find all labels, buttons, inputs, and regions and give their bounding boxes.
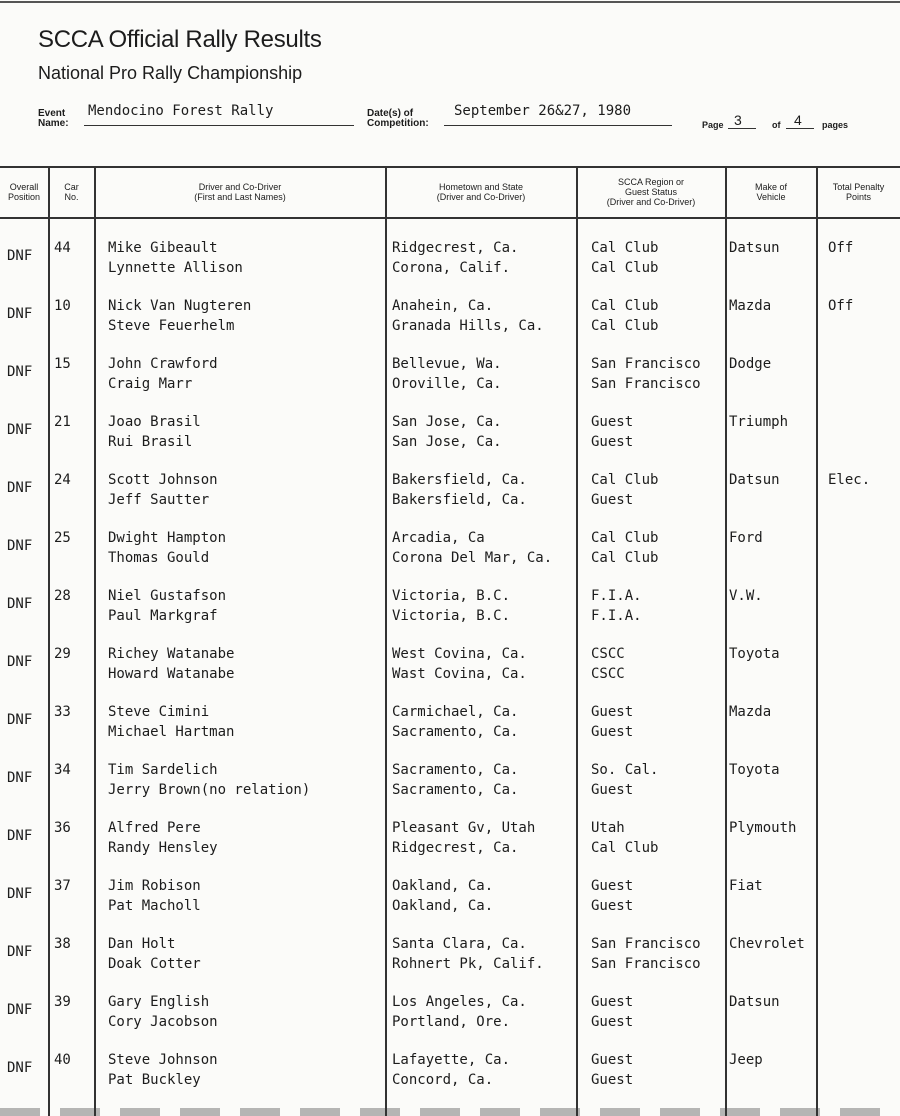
- page-underline: [728, 128, 756, 129]
- col-driver: Driver and Co-Driver (First and Last Names): [194, 182, 286, 202]
- driver-region: San Francisco: [591, 936, 701, 952]
- car-number-cell: 38: [54, 936, 71, 952]
- table-row: [0, 586, 900, 644]
- car-number-cell: 44: [54, 240, 71, 256]
- event-underline: [84, 125, 354, 126]
- codriver-hometown: Corona, Calif.: [392, 260, 511, 276]
- codriver-region: Guest: [591, 724, 634, 740]
- codriver-name: Paul Markgraf: [108, 608, 218, 624]
- codriver-region: Cal Club: [591, 318, 659, 334]
- col-region: SCCA Region or Guest Status (Driver and Co-Driver): [606, 177, 696, 207]
- codriver-name: Craig Marr: [108, 376, 193, 392]
- codriver-region: San Francisco: [591, 956, 701, 972]
- codriver-name: Pat Buckley: [108, 1072, 201, 1088]
- vehicle-make: Toyota: [729, 646, 780, 662]
- codriver-name: Steve Feuerhelm: [108, 318, 235, 334]
- position-cell: DNF: [7, 1060, 33, 1076]
- car-number-cell: 21: [54, 414, 71, 430]
- driver-region: F.I.A.: [591, 588, 642, 604]
- competition-date: September 26&27, 1980: [454, 103, 632, 119]
- table-row: [0, 238, 900, 296]
- driver-region: Cal Club: [591, 298, 659, 314]
- codriver-hometown: Oakland, Ca.: [392, 898, 494, 914]
- table-row: [0, 934, 900, 992]
- table-row: [0, 354, 900, 412]
- table-row: [0, 644, 900, 702]
- codriver-name: Doak Cotter: [108, 956, 201, 972]
- driver-name: Scott Johnson: [108, 472, 218, 488]
- driver-name: Richey Watanabe: [108, 646, 235, 662]
- position-cell: DNF: [7, 364, 33, 380]
- car-number-cell: 40: [54, 1052, 71, 1068]
- col-overall-position: Overall Position: [7, 182, 41, 202]
- driver-hometown: Santa Clara, Ca.: [392, 936, 527, 952]
- codriver-region: San Francisco: [591, 376, 701, 392]
- vehicle-make: Jeep: [729, 1052, 763, 1068]
- driver-region: Guest: [591, 994, 634, 1010]
- codriver-region: Cal Club: [591, 260, 659, 276]
- codriver-region: Guest: [591, 898, 634, 914]
- car-number-cell: 25: [54, 530, 71, 546]
- position-cell: DNF: [7, 1002, 33, 1018]
- driver-name: Dan Holt: [108, 936, 176, 952]
- codriver-name: Rui Brasil: [108, 434, 193, 450]
- position-cell: DNF: [7, 944, 33, 960]
- table-row: [0, 528, 900, 586]
- car-number-cell: 36: [54, 820, 71, 836]
- driver-hometown: Arcadia, Ca: [392, 530, 485, 546]
- total-pages: 4: [794, 112, 802, 128]
- codriver-hometown: Rohnert Pk, Calif.: [392, 956, 544, 972]
- driver-hometown: Sacramento, Ca.: [392, 762, 519, 778]
- table-header: [0, 166, 900, 218]
- event-label: Event Name:: [38, 108, 69, 129]
- driver-hometown: Lafayette, Ca.: [392, 1052, 511, 1068]
- codriver-region: Guest: [591, 782, 634, 798]
- driver-name: Jim Robison: [108, 878, 201, 894]
- position-cell: DNF: [7, 422, 33, 438]
- position-cell: DNF: [7, 538, 33, 554]
- vehicle-make: Datsun: [729, 994, 780, 1010]
- driver-name: Steve Johnson: [108, 1052, 218, 1068]
- driver-name: Mike Gibeault: [108, 240, 218, 256]
- driver-region: Cal Club: [591, 472, 659, 488]
- top-border: [0, 1, 900, 3]
- car-number-cell: 33: [54, 704, 71, 720]
- vehicle-make: Toyota: [729, 762, 780, 778]
- codriver-region: Cal Club: [591, 550, 659, 566]
- car-number-cell: 34: [54, 762, 71, 778]
- date-underline: [444, 125, 672, 126]
- car-number-cell: 10: [54, 298, 71, 314]
- vehicle-make: Fiat: [729, 878, 763, 894]
- driver-name: Dwight Hampton: [108, 530, 227, 546]
- codriver-hometown: Portland, Ore.: [392, 1014, 511, 1030]
- codriver-hometown: Corona Del Mar, Ca.: [392, 550, 553, 566]
- driver-region: Guest: [591, 414, 634, 430]
- codriver-region: CSCC: [591, 666, 625, 682]
- codriver-region: Cal Club: [591, 840, 659, 856]
- vehicle-make: Mazda: [729, 298, 772, 314]
- vehicle-make: Datsun: [729, 472, 780, 488]
- vehicle-make: Triumph: [729, 414, 789, 430]
- car-number-cell: 37: [54, 878, 71, 894]
- codriver-hometown: San Jose, Ca.: [392, 434, 502, 450]
- table-row: [0, 876, 900, 934]
- codriver-name: Pat Macholl: [108, 898, 201, 914]
- car-number-cell: 28: [54, 588, 71, 604]
- codriver-name: Howard Watanabe: [108, 666, 235, 682]
- driver-name: Steve Cimini: [108, 704, 210, 720]
- vehicle-make: Chevrolet: [729, 936, 805, 952]
- codriver-hometown: Granada Hills, Ca.: [392, 318, 544, 334]
- page-number: 3: [734, 112, 742, 128]
- driver-region: San Francisco: [591, 356, 701, 372]
- table-row: [0, 412, 900, 470]
- codriver-hometown: Bakersfield, Ca.: [392, 492, 527, 508]
- col-penalty: Total Penalty Points: [832, 182, 885, 202]
- codriver-name: Cory Jacobson: [108, 1014, 218, 1030]
- driver-name: Alfred Pere: [108, 820, 201, 836]
- driver-hometown: Los Angeles, Ca.: [392, 994, 527, 1010]
- driver-region: Guest: [591, 704, 634, 720]
- driver-name: Tim Sardelich: [108, 762, 218, 778]
- vehicle-make: Mazda: [729, 704, 772, 720]
- table-header-rule: [0, 217, 900, 219]
- total-underline: [786, 128, 814, 129]
- driver-hometown: Bellevue, Wa.: [392, 356, 502, 372]
- penalty-points: Off: [828, 240, 854, 256]
- vehicle-make: Dodge: [729, 356, 772, 372]
- codriver-name: Jeff Sautter: [108, 492, 210, 508]
- driver-hometown: Victoria, B.C.: [392, 588, 511, 604]
- codriver-name: Thomas Gould: [108, 550, 210, 566]
- car-number-cell: 29: [54, 646, 71, 662]
- codriver-name: Jerry Brown(no relation): [108, 782, 311, 798]
- driver-region: Guest: [591, 1052, 634, 1068]
- vehicle-make: V.W.: [729, 588, 763, 604]
- driver-name: John Crawford: [108, 356, 218, 372]
- page-label: Page: [702, 120, 724, 130]
- codriver-name: Randy Hensley: [108, 840, 218, 856]
- driver-region: CSCC: [591, 646, 625, 662]
- codriver-hometown: Ridgecrest, Ca.: [392, 840, 519, 856]
- codriver-region: Guest: [591, 492, 634, 508]
- vehicle-make: Plymouth: [729, 820, 797, 836]
- driver-region: Guest: [591, 878, 634, 894]
- driver-name: Niel Gustafson: [108, 588, 227, 604]
- codriver-hometown: Wast Covina, Ca.: [392, 666, 527, 682]
- col-make: Make of Vehicle: [754, 182, 787, 202]
- position-cell: DNF: [7, 596, 33, 612]
- driver-region: Utah: [591, 820, 625, 836]
- of-label: of: [772, 120, 781, 130]
- driver-hometown: Ridgecrest, Ca.: [392, 240, 519, 256]
- table-row: [0, 1050, 900, 1108]
- col-hometown: Hometown and State (Driver and Co-Driver): [436, 182, 526, 202]
- driver-hometown: Bakersfield, Ca.: [392, 472, 527, 488]
- driver-region: Cal Club: [591, 240, 659, 256]
- table-row: [0, 296, 900, 354]
- codriver-region: Guest: [591, 434, 634, 450]
- document-subtitle: National Pro Rally Championship: [38, 63, 303, 83]
- vehicle-make: Datsun: [729, 240, 780, 256]
- driver-name: Gary English: [108, 994, 210, 1010]
- car-number-cell: 15: [54, 356, 71, 372]
- date-label: Date(s) of Competition:: [367, 108, 429, 129]
- position-cell: DNF: [7, 654, 33, 670]
- codriver-name: Michael Hartman: [108, 724, 235, 740]
- position-cell: DNF: [7, 712, 33, 728]
- table-row: [0, 470, 900, 528]
- event-name: Mendocino Forest Rally: [88, 103, 274, 119]
- table-row: [0, 702, 900, 760]
- codriver-region: Guest: [591, 1014, 634, 1030]
- position-cell: DNF: [7, 306, 33, 322]
- vehicle-make: Ford: [729, 530, 763, 546]
- car-number-cell: 39: [54, 994, 71, 1010]
- driver-region: Cal Club: [591, 530, 659, 546]
- car-number-cell: 24: [54, 472, 71, 488]
- cut-off-row: [0, 1108, 900, 1116]
- position-cell: DNF: [7, 480, 33, 496]
- document-title: SCCA Official Rally Results: [38, 26, 322, 53]
- position-cell: DNF: [7, 828, 33, 844]
- position-cell: DNF: [7, 886, 33, 902]
- penalty-points: Off: [828, 298, 854, 314]
- driver-hometown: Pleasant Gv, Utah: [392, 820, 536, 836]
- pages-label: pages: [822, 120, 849, 130]
- codriver-hometown: Victoria, B.C.: [392, 608, 511, 624]
- table-row: [0, 760, 900, 818]
- codriver-hometown: Oroville, Ca.: [392, 376, 502, 392]
- driver-hometown: Oakland, Ca.: [392, 878, 494, 894]
- driver-name: Joao Brasil: [108, 414, 201, 430]
- table-row: [0, 818, 900, 876]
- penalty-points: Elec.: [828, 472, 871, 488]
- driver-hometown: West Covina, Ca.: [392, 646, 527, 662]
- codriver-region: Guest: [591, 1072, 634, 1088]
- driver-name: Nick Van Nugteren: [108, 298, 252, 314]
- table-row: [0, 992, 900, 1050]
- driver-hometown: San Jose, Ca.: [392, 414, 502, 430]
- position-cell: DNF: [7, 248, 33, 264]
- codriver-region: F.I.A.: [591, 608, 642, 624]
- codriver-hometown: Sacramento, Ca.: [392, 782, 519, 798]
- driver-hometown: Carmichael, Ca.: [392, 704, 519, 720]
- driver-hometown: Anahein, Ca.: [392, 298, 494, 314]
- col-car-no: Car No.: [64, 182, 79, 202]
- codriver-hometown: Concord, Ca.: [392, 1072, 494, 1088]
- position-cell: DNF: [7, 770, 33, 786]
- driver-region: So. Cal.: [591, 762, 659, 778]
- codriver-hometown: Sacramento, Ca.: [392, 724, 519, 740]
- codriver-name: Lynnette Allison: [108, 260, 243, 276]
